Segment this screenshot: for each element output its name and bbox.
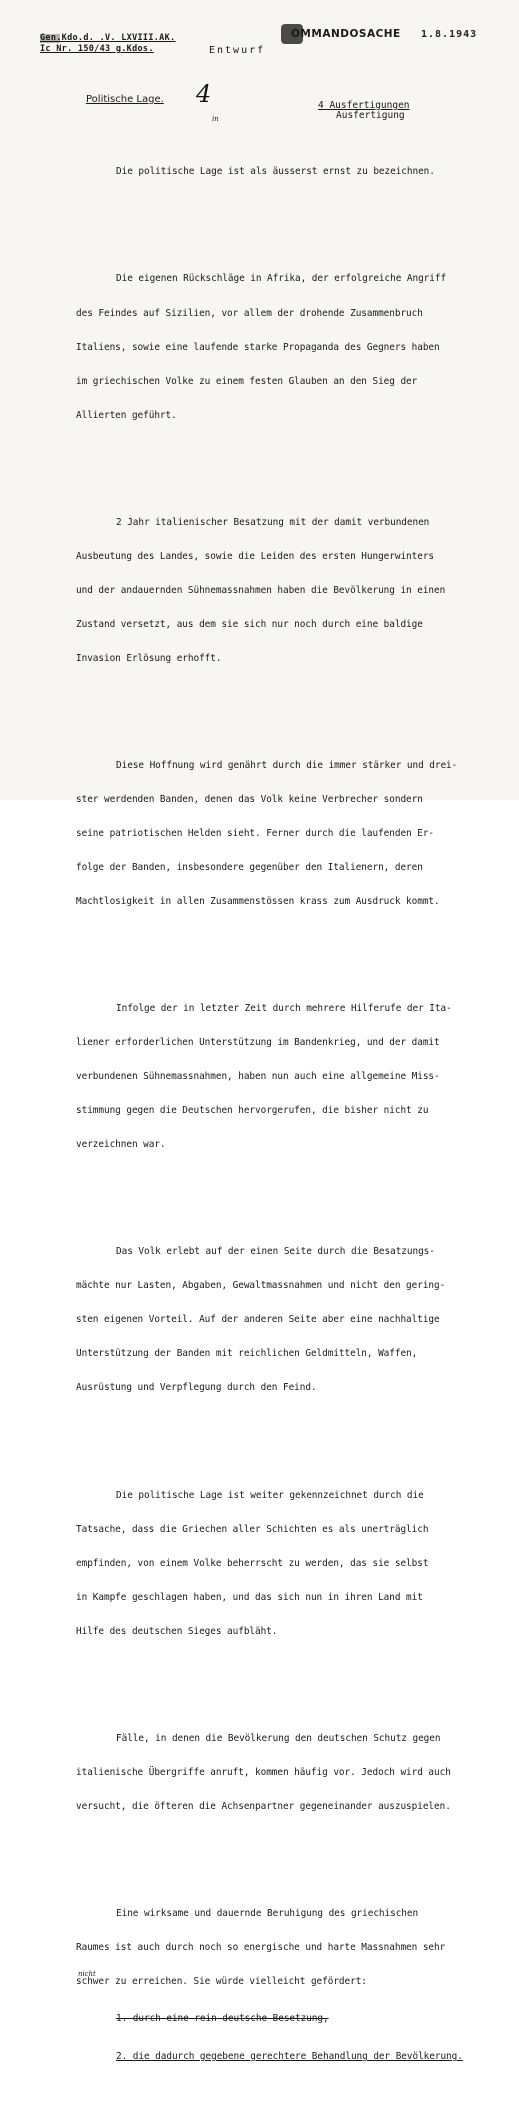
text-line: mächte nur Lasten, Abgaben, Gewaltmassnahmen und nicht den gering- bbox=[76, 1280, 446, 1292]
text-line: Die eigenen Rückschläge in Afrika, der erfolgreiche Angriff bbox=[116, 273, 447, 285]
text-line: Infolge der in letzter Zeit durch mehrere Hilferufe der Ita- bbox=[116, 1003, 452, 1015]
text-line: in Kampfe geschlagen haben, und das sich nun in ihren Land mit bbox=[76, 1591, 423, 1603]
header-entwurf: Entwurf bbox=[209, 45, 266, 56]
text-line: Allierten geführt. bbox=[76, 409, 177, 421]
paragraph bbox=[76, 144, 516, 201]
list-item: 2. die dadurch gegebene gerechtere Behandlung der Bevölkerung. bbox=[116, 2051, 463, 2063]
text-line: Eine wirksame und dauernde Beruhigung des griechischen bbox=[116, 1907, 419, 1919]
text-line: italienische Übergriffe anruft, kommen häufig vor. Jedoch wird auch bbox=[76, 1766, 451, 1778]
document-title: Politische Lage. bbox=[86, 94, 164, 105]
text-line: verzeichnen war. bbox=[76, 1139, 166, 1151]
header-command-line: Gen.Kdo.d. .V. LXVIII.AK. bbox=[40, 33, 176, 43]
text-line: Machtlosigkeit in allen Zusammenstössen krass zum Ausdruck kommt. bbox=[76, 896, 440, 908]
paragraph bbox=[76, 1885, 516, 2085]
copies-count: 4 Ausfertigungen bbox=[318, 100, 410, 111]
text-line: Fälle, in denen die Bevölkerung den deutschen Schutz gegen bbox=[116, 1732, 441, 1744]
text-line: Italiens, sowie eine laufende starke Propaganda des Gegners haben bbox=[76, 341, 440, 353]
paragraph bbox=[76, 1467, 516, 1660]
list-item: 1. durch eine rein deutsche Besetzung, bbox=[116, 2013, 329, 2025]
paragraph bbox=[76, 1710, 516, 1835]
text-line: Die politische Lage ist weiter gekennzeichnet durch die bbox=[116, 1489, 424, 1501]
text-line: versucht, die öfteren die Achsenpartner gegeneinander auszuspielen. bbox=[76, 1800, 451, 1812]
text-line: Raumes ist auch durch noch so energische und harte Massnahmen sehr bbox=[76, 1941, 446, 1953]
copies-label: Ausfertigung bbox=[336, 110, 405, 121]
text-line: folge der Banden, insbesondere gegenüber den Italienern, deren bbox=[76, 862, 423, 873]
text-line: und der andauernden Sühnemassnahmen haben die Bevölkerung in einen bbox=[76, 584, 446, 596]
text-line: im griechischen Volke zu einem festen Glauben an den Sieg der bbox=[76, 375, 418, 387]
paragraph bbox=[76, 980, 516, 1173]
text-line: Ausrüstung und Verpflegung durch den Feind. bbox=[76, 1382, 317, 1394]
text-line: in ster werdenden Banden, denen das Volk keine Verbrecher sondern bbox=[76, 115, 423, 805]
text-line: Unterstützung der Banden mit reichlichen Geldmitteln, Waffen, bbox=[76, 1348, 418, 1360]
header-reference-number: Ic Nr. 150/43 g.Kdos. bbox=[40, 44, 154, 54]
classification-stamp: OMMANDOSACHE bbox=[291, 28, 401, 40]
text-line: liener erforderlichen Unterstützung im Bandenkrieg, und der damit bbox=[76, 1037, 440, 1049]
text-line: sten eigenen Vorteil. Auf der anderen Seite aber eine nachhaltige bbox=[76, 1314, 440, 1326]
text-line: stimmung gegen die Deutschen hervorgerufen, die bisher nicht zu bbox=[76, 1105, 429, 1117]
text-line: seine patriotischen Helden sieht. Ferner durch die laufenden Er- bbox=[76, 827, 435, 839]
text-line: Zustand versetzt, aus dem sie sich nur noch durch eine baldige bbox=[76, 618, 423, 630]
text-line: empfinden, von einem Volke beherrscht zu werden, das sie selbst bbox=[76, 1557, 429, 1569]
text-line: Invasion Erlösung erhofft. bbox=[76, 652, 222, 664]
handwritten-insertion: nicht bbox=[78, 1970, 96, 1978]
text-line: des Feindes auf Sizilien, vor allem der drohende Zusammenbruch bbox=[76, 307, 423, 319]
text-line: Tatsache, dass die Griechen aller Schichten es als unerträglich bbox=[76, 1523, 429, 1535]
text-line: Das Volk erlebt auf der einen Seite durch die Besatzungs- bbox=[116, 1246, 435, 1258]
text-line: verbundenen Sühnemassnahmen, haben nun auch eine allgemeine Miss- bbox=[76, 1071, 440, 1083]
text-line: Die politische Lage ist als äusserst ernst zu bezeichnen. bbox=[116, 166, 435, 178]
text-line: Ausbeutung des Landes, sowie die Leiden des ersten Hungerwinters bbox=[76, 550, 435, 562]
paragraph bbox=[76, 494, 516, 687]
handwritten-mark: 4 bbox=[196, 80, 212, 108]
date-stamp: 1.8.1943 bbox=[421, 29, 478, 40]
text-line: nicht schwer zu erreichen. Sie würde vielleicht gefördert: bbox=[76, 1970, 367, 1987]
paragraph bbox=[76, 1224, 516, 1417]
paragraph bbox=[76, 251, 516, 444]
text-line: 2 Jahr italienischer Besatzung mit der damit verbundenen bbox=[116, 516, 430, 528]
text-line: Hilfe des deutschen Sieges aufbläht. bbox=[76, 1625, 278, 1637]
text-line: Diese Hoffnung wird genährt durch die immer stärker und drei- bbox=[116, 759, 458, 771]
handwritten-insertion: in bbox=[212, 115, 219, 123]
